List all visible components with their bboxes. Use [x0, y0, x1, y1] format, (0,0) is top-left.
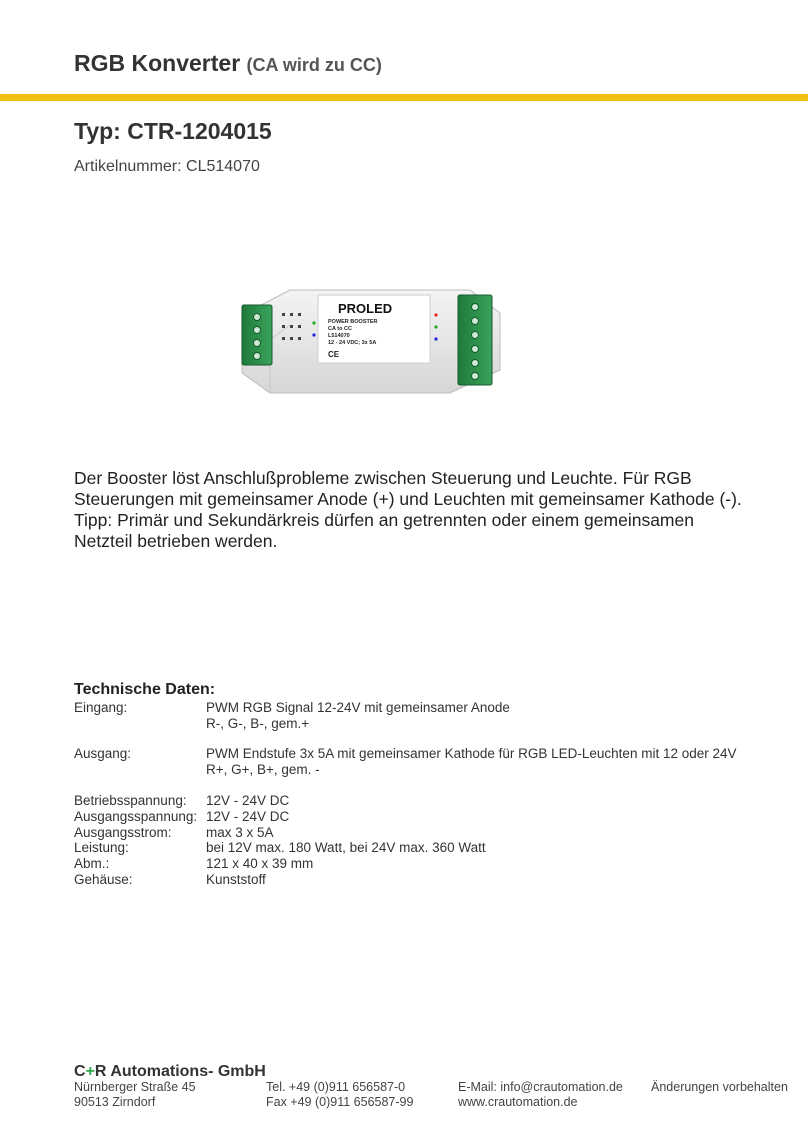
spec-value: PWM Endstufe 3x 5A mit gemeinsamer Kathode für RGB LED-Leuchten mit 12 oder 24V [206, 746, 737, 761]
spec-label: Gehäuse: [74, 872, 133, 887]
spec-label: Betriebsspannung: [74, 793, 187, 808]
spec-label: Leistung: [74, 840, 129, 855]
description-line: Steuerungen mit gemeinsamer Anode (+) und Leuchten mit gemeinsamer Kathode (-). [74, 489, 742, 509]
spec-value: Kunststoff [206, 872, 266, 887]
label-brand: PROLED [338, 301, 393, 316]
spec-value: R+, G+, B+, gem. - [206, 762, 320, 777]
article-number: Artikelnummer: CL514070 [74, 158, 260, 175]
description-line: Netzteil betrieben werden. [74, 531, 278, 551]
product-type: Typ: CTR-1204015 [74, 118, 272, 144]
footer-note: Änderungen vorbehalten [651, 1080, 788, 1094]
header-accent-bar [0, 94, 808, 101]
product-description [74, 468, 774, 552]
footer-tel: Tel. +49 (0)911 656587-0 [266, 1080, 406, 1094]
spec-label: Ausgangsspannung: [74, 809, 198, 824]
footer-email[interactable]: E-Mail: info@crautomation.de [458, 1080, 623, 1094]
spec-value: 12V - 24V DC [206, 793, 290, 808]
description-line: Der Booster löst Anschlußprobleme zwischen Steuerung und Leuchte. Für RGB [74, 468, 692, 488]
footer-web[interactable]: www.crautomation.de [458, 1095, 578, 1109]
footer-city: 90513 Zirndorf [74, 1095, 156, 1109]
footer-street: Nürnberger Straße 45 [74, 1080, 196, 1094]
label-line4: 12 - 24 VDC; 3x 5A [328, 340, 377, 346]
page-title [74, 50, 382, 77]
footer-phone [266, 1080, 413, 1110]
spec-value: R-, G-, B-, gem.+ [206, 716, 310, 731]
spec-value: 121 x 40 x 39 mm [206, 856, 314, 871]
label-line1: POWER BOOSTER [328, 319, 378, 325]
company-name: C+R Automations- GmbH [74, 1063, 266, 1080]
spec-value: bei 12V max. 180 Watt, bei 24V max. 360 Watt [206, 840, 486, 855]
label-line3: L514070 [328, 333, 350, 339]
spec-label: Ausgang: [74, 746, 132, 761]
spec-label: Abm.: [74, 856, 110, 871]
title-subtitle: (CA wird zu CC) [246, 55, 382, 75]
spec-value: 12V - 24V DC [206, 809, 290, 824]
description-line: Tipp: Primär und Sekundärkreis dürfen an getrennten oder einem gemeinsamen [74, 510, 694, 530]
spec-label: Ausgangsstrom: [74, 825, 172, 840]
tech-data-heading: Technische Daten: [74, 681, 216, 698]
footer-contact [458, 1080, 623, 1110]
label-line2: CA to CC [328, 326, 352, 332]
title-main: RGB Konverter [74, 50, 241, 76]
product-image [230, 285, 510, 400]
footer-address [74, 1080, 196, 1110]
spec-value: max 3 x 5A [206, 825, 274, 840]
svg-text:CE: CE [328, 350, 340, 359]
footer-fax: Fax +49 (0)911 656587-99 [266, 1095, 414, 1109]
spec-label: Eingang: [74, 700, 128, 715]
spec-value: PWM RGB Signal 12-24V mit gemeinsamer Anode [206, 700, 510, 715]
